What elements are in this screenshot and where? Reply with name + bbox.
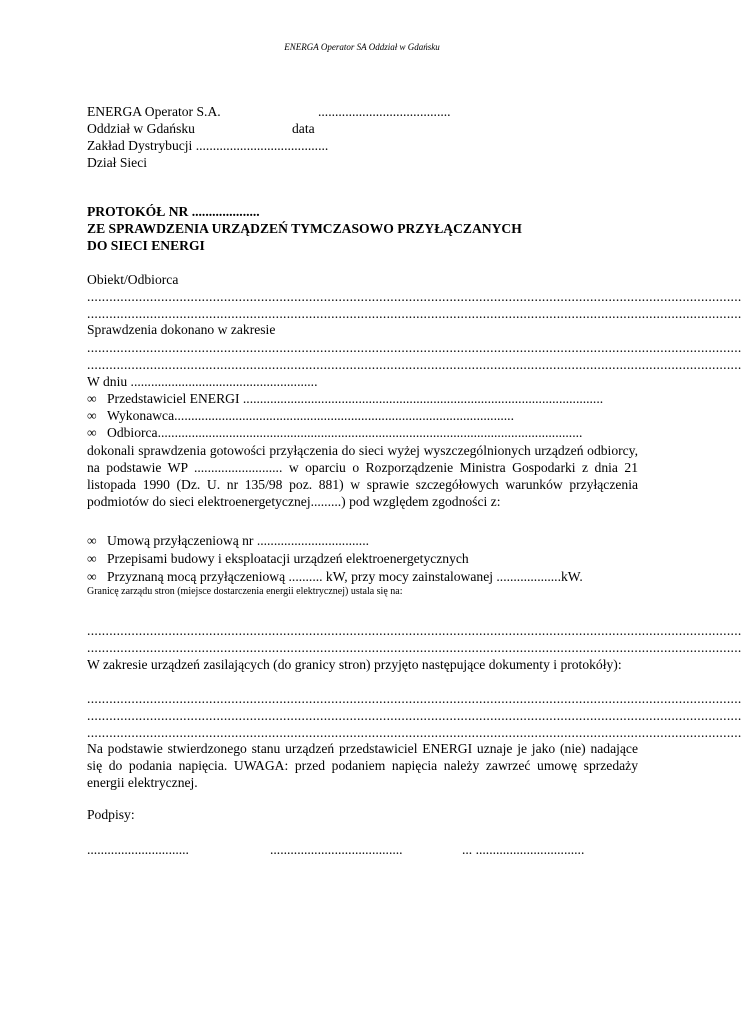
- fill-line: .................................................................................................................................................................................: [87, 289, 742, 304]
- compliance-item-power: ∞ Przyznaną mocą przyłączeniową .......... kW, przy mocy zainstalowanej ...................kW.: [87, 569, 583, 584]
- fill-line: .................................................................................................................................................................................: [87, 708, 742, 723]
- bullet-icon: ∞: [87, 408, 97, 423]
- protocol-title-line2: DO SIECI ENERGI: [87, 238, 205, 253]
- object-label: Obiekt/Odbiorca: [87, 272, 179, 287]
- rep-energa: ∞ Przedstawiciel ENERGI ..........................................................................................................: [87, 391, 604, 406]
- compliance-item-regulations: ∞ Przepisami budowy i eksploatacji urządzeń elektroenergetycznych: [87, 551, 469, 566]
- sender-department: Zakład Dystrybucji .......................................: [87, 138, 329, 153]
- sender-branch: Oddział w Gdańsku: [87, 121, 195, 136]
- signature-line-1: ..............................: [87, 842, 189, 857]
- paragraph-inspection: dokonali sprawdzenia gotowości przyłączenia do sieci wyżej wyszczególnionych urządzeń odbiorcy, na podstawie WP .......................... w oparciu o Rozporządzenie Ministra Gospodarki z dnia 21 listopada 1990 (Dz. U. nr 135/98 poz. 881) w sprawie szczegółowych warunków przyłączenia podmiotów do sieci elektroenergetycznej.........) pod względem zgodności z:: [87, 443, 638, 509]
- fill-line: .................................................................................................................................................................................: [87, 640, 742, 655]
- fill-line: .................................................................................................................................................................................: [87, 691, 742, 706]
- fill-line: .................................................................................................................................................................................: [87, 623, 742, 638]
- bullet-icon: ∞: [87, 551, 97, 566]
- bullet-icon: ∞: [87, 391, 97, 406]
- fill-line: .................................................................................................................................................................................: [87, 340, 742, 355]
- signature-line-3: ... ................................: [462, 842, 585, 857]
- fill-line: .................................................................................................................................................................................: [87, 357, 742, 372]
- date-dots: .......................................: [318, 104, 451, 119]
- running-header: ENERGA Operator SA Oddział w Gdańsku: [284, 42, 440, 52]
- rep-recipient: ∞ Odbiorca.............................................................................................................................: [87, 425, 583, 440]
- compliance-item-contract: ∞ Umową przyłączeniową nr .................................: [87, 533, 369, 548]
- date-label: data: [292, 121, 315, 136]
- signature-line-2: .......................................: [270, 842, 403, 857]
- sender-company: ENERGA Operator S.A.: [87, 104, 221, 119]
- boundary-note: Granicę zarządu stron (miejsce dostarczenia energii elektrycznej) ustala się na:: [87, 586, 403, 597]
- protocol-number: PROTOKÓŁ NR ....................: [87, 204, 260, 219]
- signatures-label: Podpisy:: [87, 807, 135, 822]
- sender-section: Dział Sieci: [87, 155, 148, 170]
- fill-line: .................................................................................................................................................................................: [87, 725, 742, 740]
- scope-label: Sprawdzenia dokonano w zakresie: [87, 322, 276, 337]
- paragraph-conclusion: Na podstawie stwierdzonego stanu urządzeń przedstawiciel ENERGI uznaje je jako (nie) nadające się do podania napięcia. UWAGA: przed podaniem napięcia należy zawrzeć umowę sprzedaży energii elektrycznej.: [87, 741, 638, 790]
- fill-line: .................................................................................................................................................................................: [87, 306, 742, 321]
- bullet-icon: ∞: [87, 533, 97, 548]
- paragraph-documents: W zakresie urządzeń zasilających (do granicy stron) przyjęto następujące dokumenty i protokóły):: [87, 657, 622, 672]
- date-line: W dniu .......................................................: [87, 374, 318, 389]
- bullet-icon: ∞: [87, 569, 97, 584]
- rep-contractor: ∞ Wykonawca....................................................................................................: [87, 408, 514, 423]
- protocol-title-line1: ZE SPRAWDZENIA URZĄDZEŃ TYMCZASOWO PRZYŁĄCZANYCH: [87, 221, 522, 236]
- bullet-icon: ∞: [87, 425, 97, 440]
